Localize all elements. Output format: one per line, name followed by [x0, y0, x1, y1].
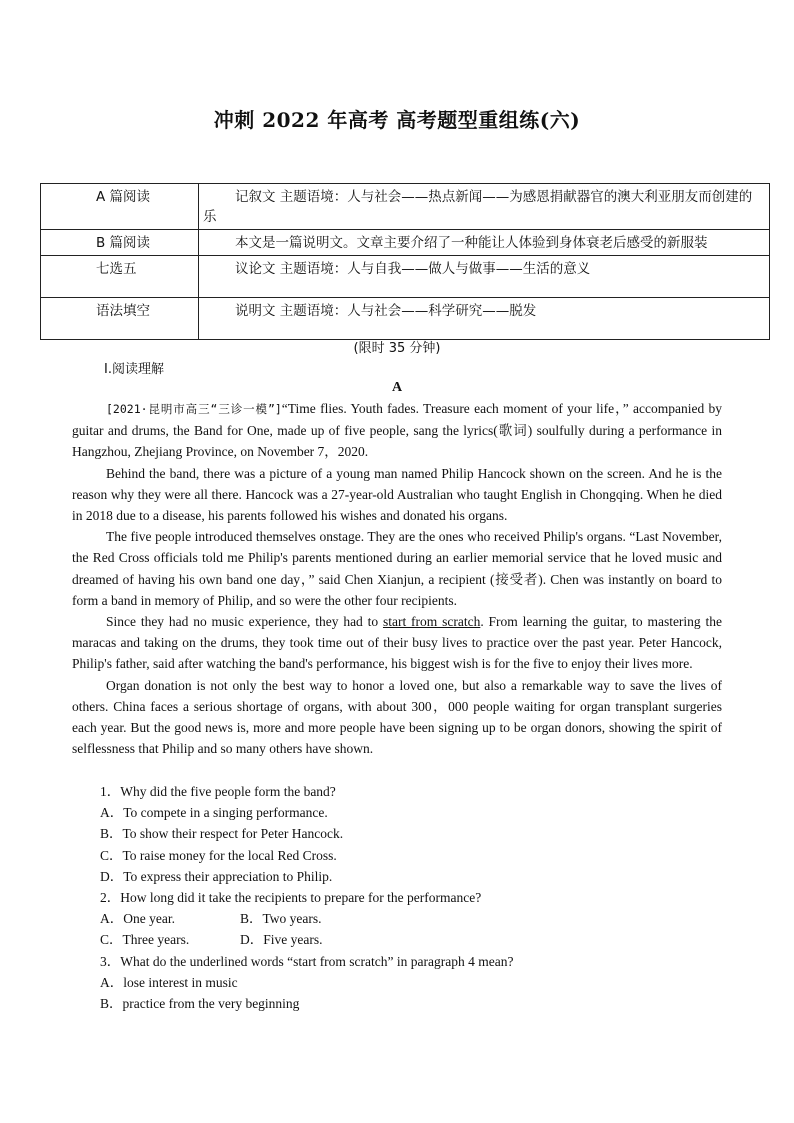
overview-row: [41, 298, 770, 340]
passage-source: [2021·昆明市高三“三诊一模”]: [106, 402, 282, 416]
answer-option: A．To compete in a singing performance.: [100, 805, 328, 821]
underlined-phrase: start from scratch: [382, 614, 481, 630]
question-list: [100, 781, 740, 1014]
overview-desc: 说明文 主题语境：人与社会——科学研究——脱发: [199, 298, 770, 340]
overview-row: [41, 256, 770, 298]
question-stem: 1．Why did the five people form the band?: [100, 784, 336, 799]
overview-table: [40, 183, 770, 340]
option-row: [100, 908, 740, 929]
reading-passage: [72, 398, 722, 759]
overview-label: A 篇阅读: [41, 184, 199, 230]
paragraph: [72, 611, 722, 675]
passage-letter: A: [391, 380, 403, 395]
option-row: [100, 929, 740, 950]
answer-option: B．practice from the very beginning: [100, 996, 300, 1012]
answer-option: A．One year.: [100, 911, 175, 927]
section-heading: Ⅰ.阅读理解: [104, 362, 164, 377]
overview-desc: 议论文 主题语境：人与自我——做人与做事——生活的意义: [199, 256, 770, 298]
time-limit: (限时 35 分钟): [353, 341, 441, 356]
paragraph-text: “Time flies. Youth fades. Treasure each moment of your life，” accompanied by guitar and drums, the Band for One, made up of five people, sang the lyrics(歌词) soulfully during a performance in Hangzhou, Zhejiang Province, on November 7，2020.: [72, 401, 722, 460]
answer-option: D．To express their appreciation to Philip.: [100, 868, 333, 884]
overview-desc: 本文是一篇说明文。文章主要介绍了一种能让人体验到身体衰老后感受的新服装: [199, 230, 770, 256]
overview-label: 七选五: [41, 256, 199, 298]
paragraph: Organ donation is not only the best way to honor a loved one, but also a remarkable way to save the lives of others. China faces a serious shortage of organs, with about 300，000 people waiting for organ transplant surgeries each year. But the good news is, more and more people have been signing up to be organ donors, showing the spirit of selflessness that Philip and so many others have shown.: [72, 677, 722, 757]
overview-row: [41, 184, 770, 230]
answer-option: B．Two years.: [240, 911, 322, 927]
paragraph-text: . From learning the guitar, to mastering the maracas and taking on the drums, they took time out of their busy lives to practice over the past year. Peter Hancock, Philip's father, said after watching the band's performance, his biggest wish is for the five to enjoy their lives more.: [72, 614, 722, 672]
answer-option: D．Five years.: [240, 932, 323, 948]
question-stem: 2．How long did it take the recipients to prepare for the performance?: [100, 890, 482, 906]
overview-row: [41, 230, 770, 256]
paragraph: [72, 398, 722, 463]
overview-desc: 记叙文 主题语境：人与社会——热点新闻——为感恩捐献器官的澳大利亚朋友而创建的乐: [199, 184, 770, 230]
page-title: 冲刺 2022 年高考 高考题型重组练(六): [213, 108, 581, 132]
paragraph: Behind the band, there was a picture of a young man named Philip Hancock shown on the screen. And he is the reason why they were all there. Hancock was a 27-year-old Australian who taught English in Chongqing. When he died in 2018 due to a disease, his parents followed his wishes and donated his organs.: [72, 465, 722, 524]
overview-label: 语法填空: [41, 298, 199, 340]
question-stem: 3．What do the underlined words “start from scratch” in paragraph 4 mean?: [100, 953, 514, 969]
overview-label: B 篇阅读: [41, 230, 199, 256]
answer-option: B．To show their respect for Peter Hancock.: [100, 826, 344, 842]
answer-option: A．lose interest in music: [100, 974, 238, 990]
paragraph: The five people introduced themselves onstage. They are the ones who received Philip's organs. “Last November, the Red Cross officials told me Philip's parents mentioned during an earlier memorial service that he loved music and dreamed of having his own band one day，” said Chen Xianjun, a recipient (接受者). Chen was instantly on board to form a band in memory of Philip, and so were the other four recipients.: [72, 529, 722, 608]
answer-option: C．Three years.: [100, 932, 190, 948]
answer-option: C．To raise money for the local Red Cross.: [100, 847, 337, 863]
paragraph-text: Since they had no music experience, they had to: [106, 614, 383, 630]
